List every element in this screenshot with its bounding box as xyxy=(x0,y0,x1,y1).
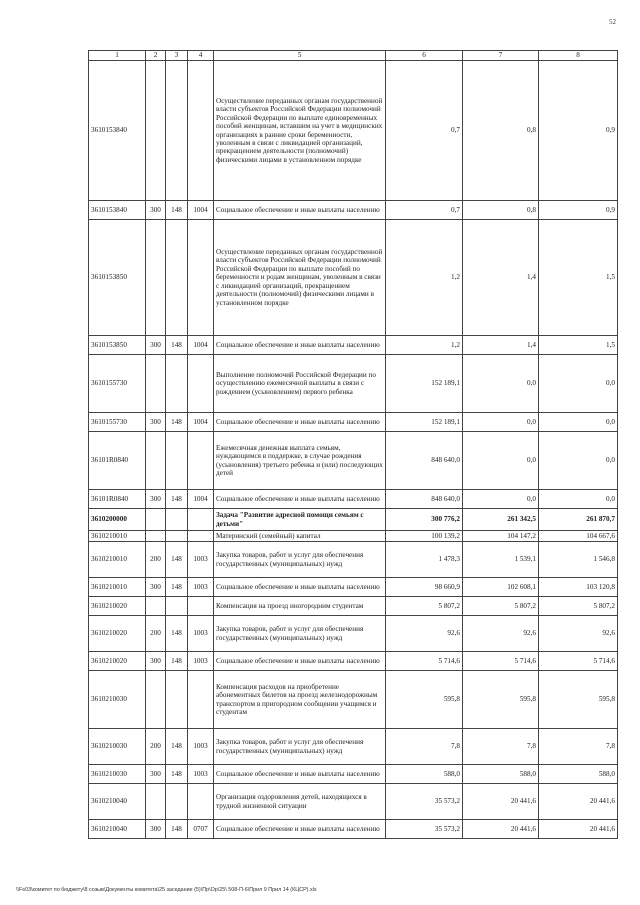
amount-year3-cell: 0,0 xyxy=(539,413,618,432)
amount-year3-cell: 0,0 xyxy=(539,432,618,490)
expense-type-cell: 300 xyxy=(146,413,166,432)
amount-year2-cell: 104 147,2 xyxy=(463,531,539,542)
section-code-cell: 1003 xyxy=(188,616,214,652)
code-cell: 3610210030 xyxy=(89,729,146,765)
expense-type-cell xyxy=(146,432,166,490)
amount-year1-cell: 5 714,6 xyxy=(386,652,463,671)
amount-year2-cell: 20 441,6 xyxy=(463,820,539,839)
amount-year1-cell: 1,2 xyxy=(386,220,463,336)
amount-year3-cell: 103 120,8 xyxy=(539,578,618,597)
section-code-cell xyxy=(188,220,214,336)
description-cell: Закупка товаров, работ и услуг для обеспечения государственных (муниципальных) нужд xyxy=(214,542,386,578)
budget-table xyxy=(88,50,618,839)
expense-type-cell xyxy=(146,597,166,616)
header-cell: 3 xyxy=(166,51,188,61)
table-row xyxy=(89,542,618,578)
code-cell: 3610210020 xyxy=(89,652,146,671)
header-cell: 8 xyxy=(539,51,618,61)
amount-year2-cell: 0,0 xyxy=(463,355,539,413)
description-cell: Социальное обеспечение и иные выплаты населению xyxy=(214,820,386,839)
amount-year1-cell: 848 640,0 xyxy=(386,432,463,490)
amount-year2-cell: 595,8 xyxy=(463,671,539,729)
table-row xyxy=(89,432,618,490)
description-cell: Социальное обеспечение и иные выплаты населению xyxy=(214,201,386,220)
amount-year1-cell: 100 139,2 xyxy=(386,531,463,542)
code-cell: 3610210030 xyxy=(89,671,146,729)
expense-type-cell xyxy=(146,784,166,820)
admin-code-cell: 148 xyxy=(166,201,188,220)
code-cell: 3610200000 xyxy=(89,509,146,531)
admin-code-cell xyxy=(166,671,188,729)
amount-year3-cell: 0,0 xyxy=(539,355,618,413)
amount-year1-cell: 588,0 xyxy=(386,765,463,784)
code-cell: 3610155730 xyxy=(89,355,146,413)
table-body xyxy=(89,61,618,839)
section-code-cell xyxy=(188,355,214,413)
amount-year2-cell: 102 608,1 xyxy=(463,578,539,597)
code-cell: 3610210010 xyxy=(89,578,146,597)
table-row xyxy=(89,784,618,820)
code-cell: 3610155730 xyxy=(89,413,146,432)
section-code-cell: 1003 xyxy=(188,542,214,578)
table-row xyxy=(89,765,618,784)
table-row xyxy=(89,652,618,671)
amount-year3-cell: 0,9 xyxy=(539,201,618,220)
amount-year3-cell: 20 441,6 xyxy=(539,784,618,820)
code-cell: 36101R0840 xyxy=(89,432,146,490)
admin-code-cell: 148 xyxy=(166,542,188,578)
amount-year3-cell: 595,8 xyxy=(539,671,618,729)
amount-year3-cell: 7,8 xyxy=(539,729,618,765)
section-code-cell xyxy=(188,509,214,531)
amount-year1-cell: 35 573,2 xyxy=(386,820,463,839)
amount-year3-cell: 104 667,6 xyxy=(539,531,618,542)
description-cell: Социальное обеспечение и иные выплаты населению xyxy=(214,413,386,432)
header-cell: 2 xyxy=(146,51,166,61)
table-row xyxy=(89,336,618,355)
amount-year3-cell: 261 870,7 xyxy=(539,509,618,531)
admin-code-cell: 148 xyxy=(166,336,188,355)
header-cell: 5 xyxy=(214,51,386,61)
amount-year2-cell: 0,0 xyxy=(463,432,539,490)
amount-year2-cell: 0,8 xyxy=(463,201,539,220)
table-row xyxy=(89,616,618,652)
amount-year3-cell: 0,9 xyxy=(539,61,618,201)
expense-type-cell: 300 xyxy=(146,765,166,784)
amount-year3-cell: 5 714,6 xyxy=(539,652,618,671)
code-cell: 3610210010 xyxy=(89,542,146,578)
amount-year3-cell: 0,0 xyxy=(539,490,618,509)
table-row xyxy=(89,729,618,765)
table-row xyxy=(89,220,618,336)
admin-code-cell xyxy=(166,509,188,531)
admin-code-cell xyxy=(166,531,188,542)
amount-year2-cell: 0,0 xyxy=(463,413,539,432)
amount-year1-cell: 300 776,2 xyxy=(386,509,463,531)
admin-code-cell xyxy=(166,355,188,413)
section-code-cell xyxy=(188,61,214,201)
description-cell: Компенсация расходов на приобретение абонементных билетов на проезд железнодорожным транспортом в пригородном сообщении учащимся и студентам xyxy=(214,671,386,729)
amount-year1-cell: 152 189,1 xyxy=(386,355,463,413)
code-cell: 3610153840 xyxy=(89,61,146,201)
table-row xyxy=(89,490,618,509)
amount-year3-cell: 92,6 xyxy=(539,616,618,652)
section-code-cell: 1003 xyxy=(188,578,214,597)
code-cell: 3610153850 xyxy=(89,336,146,355)
admin-code-cell xyxy=(166,784,188,820)
header-cell: 6 xyxy=(386,51,463,61)
section-code-cell xyxy=(188,531,214,542)
section-code-cell xyxy=(188,432,214,490)
section-code-cell: 1003 xyxy=(188,765,214,784)
expense-type-cell xyxy=(146,509,166,531)
amount-year3-cell: 1,5 xyxy=(539,336,618,355)
amount-year2-cell: 0,8 xyxy=(463,61,539,201)
code-cell: 3610210030 xyxy=(89,765,146,784)
amount-year1-cell: 1 478,3 xyxy=(386,542,463,578)
amount-year3-cell: 1,5 xyxy=(539,220,618,336)
description-cell: Социальное обеспечение и иные выплаты населению xyxy=(214,652,386,671)
description-cell: Осуществление переданных органам государственной власти субъектов Российской Федерации полномочий Российской Федерации по выплате единовременных пособий женщинам, вставшим на учет в медицинских организациях в ранние сроки беременности, уволенным в связи с ликвидацией организаций, прекращением деятельности (полномочий) физическими лицами в установленном порядке xyxy=(214,61,386,201)
expense-type-cell: 200 xyxy=(146,616,166,652)
amount-year2-cell: 1 539,1 xyxy=(463,542,539,578)
section-code-cell: 1004 xyxy=(188,201,214,220)
admin-code-cell: 148 xyxy=(166,729,188,765)
header-cell: 4 xyxy=(188,51,214,61)
amount-year1-cell: 35 573,2 xyxy=(386,784,463,820)
amount-year1-cell: 0,7 xyxy=(386,201,463,220)
expense-type-cell xyxy=(146,355,166,413)
description-cell: Социальное обеспечение и иные выплаты населению xyxy=(214,490,386,509)
admin-code-cell: 148 xyxy=(166,578,188,597)
amount-year2-cell: 7,8 xyxy=(463,729,539,765)
amount-year1-cell: 92,6 xyxy=(386,616,463,652)
amount-year2-cell: 588,0 xyxy=(463,765,539,784)
amount-year3-cell: 5 807,2 xyxy=(539,597,618,616)
amount-year1-cell: 1,2 xyxy=(386,336,463,355)
section-code-cell: 1004 xyxy=(188,490,214,509)
amount-year3-cell: 1 546,8 xyxy=(539,542,618,578)
expense-type-cell: 300 xyxy=(146,652,166,671)
section-code-cell: 1004 xyxy=(188,413,214,432)
description-cell: Закупка товаров, работ и услуг для обеспечения государственных (муниципальных) нужд xyxy=(214,616,386,652)
code-cell: 3610153850 xyxy=(89,220,146,336)
admin-code-cell: 148 xyxy=(166,765,188,784)
admin-code-cell: 148 xyxy=(166,616,188,652)
amount-year1-cell: 98 660,9 xyxy=(386,578,463,597)
code-cell: 3610210020 xyxy=(89,616,146,652)
amount-year2-cell: 5 807,2 xyxy=(463,597,539,616)
admin-code-cell xyxy=(166,597,188,616)
admin-code-cell xyxy=(166,61,188,201)
amount-year3-cell: 588,0 xyxy=(539,765,618,784)
table-row xyxy=(89,820,618,839)
admin-code-cell: 148 xyxy=(166,652,188,671)
section-code-cell xyxy=(188,671,214,729)
description-cell: Социальное обеспечение и иные выплаты населению xyxy=(214,765,386,784)
section-code-cell xyxy=(188,784,214,820)
expense-type-cell: 300 xyxy=(146,490,166,509)
code-cell: 3610210010 xyxy=(89,531,146,542)
description-cell: Материнский (семейный) капитал xyxy=(214,531,386,542)
amount-year1-cell: 0,7 xyxy=(386,61,463,201)
page-number: 52 xyxy=(609,18,616,26)
section-code-cell: 1004 xyxy=(188,336,214,355)
description-cell: Ежемесячная денежная выплата семьям, нуждающимся в поддержке, в случае рождения (усыновления) третьего ребенка и (или) последующих детей xyxy=(214,432,386,490)
expense-type-cell xyxy=(146,531,166,542)
table-row xyxy=(89,509,618,531)
section-code-cell: 1003 xyxy=(188,652,214,671)
header-row xyxy=(89,51,618,61)
section-code-cell: 1003 xyxy=(188,729,214,765)
table-row xyxy=(89,201,618,220)
amount-year1-cell: 848 640,0 xyxy=(386,490,463,509)
code-cell: 3610210040 xyxy=(89,784,146,820)
amount-year1-cell: 7,8 xyxy=(386,729,463,765)
amount-year1-cell: 5 807,2 xyxy=(386,597,463,616)
code-cell: 3610210020 xyxy=(89,597,146,616)
amount-year2-cell: 20 441,6 xyxy=(463,784,539,820)
expense-type-cell: 200 xyxy=(146,542,166,578)
code-cell: 3610210040 xyxy=(89,820,146,839)
amount-year1-cell: 595,8 xyxy=(386,671,463,729)
description-cell: Выполнение полномочий Российской Федерации по осуществлению ежемесячной выплаты в связи с рождением (усыновлением) первого ребенка xyxy=(214,355,386,413)
expense-type-cell: 300 xyxy=(146,201,166,220)
admin-code-cell xyxy=(166,220,188,336)
table-row xyxy=(89,671,618,729)
amount-year2-cell: 92,6 xyxy=(463,616,539,652)
table-row xyxy=(89,531,618,542)
expense-type-cell xyxy=(146,671,166,729)
description-cell: Социальное обеспечение и иные выплаты населению xyxy=(214,578,386,597)
section-code-cell: 0707 xyxy=(188,820,214,839)
table-row xyxy=(89,597,618,616)
expense-type-cell xyxy=(146,61,166,201)
admin-code-cell: 148 xyxy=(166,413,188,432)
table-row xyxy=(89,578,618,597)
section-code-cell xyxy=(188,597,214,616)
header-cell: 7 xyxy=(463,51,539,61)
file-path-footer: \\Fs03\комитет по бюджету\8 созыв\Документы комитета\25 заседание (5)\Пр\Ор\25\ 508-П-6\Прил 9 Прил 14 (КЦСР).xls xyxy=(16,887,317,893)
amount-year2-cell: 5 714,6 xyxy=(463,652,539,671)
description-cell: Задача "Развитие адресной помощи семьям с детьми" xyxy=(214,509,386,531)
admin-code-cell xyxy=(166,432,188,490)
amount-year2-cell: 0,0 xyxy=(463,490,539,509)
description-cell: Организация оздоровления детей, находящихся в трудной жизненной ситуации xyxy=(214,784,386,820)
expense-type-cell: 300 xyxy=(146,820,166,839)
description-cell: Социальное обеспечение и иные выплаты населению xyxy=(214,336,386,355)
amount-year2-cell: 261 342,5 xyxy=(463,509,539,531)
expense-type-cell: 300 xyxy=(146,336,166,355)
admin-code-cell: 148 xyxy=(166,490,188,509)
table-row xyxy=(89,413,618,432)
expense-type-cell xyxy=(146,220,166,336)
code-cell: 3610153840 xyxy=(89,201,146,220)
code-cell: 36101R0840 xyxy=(89,490,146,509)
description-cell: Осуществление переданных органам государственной власти субъектов Российской Федерации полномочий Российской Федерации по выплате пособий по беременности и родам женщинам, уволенным в связи с ликвидацией организаций, прекращением деятельности (полномочий) физическими лицами в установленном порядке xyxy=(214,220,386,336)
description-cell: Закупка товаров, работ и услуг для обеспечения государственных (муниципальных) нужд xyxy=(214,729,386,765)
header-cell: 1 xyxy=(89,51,146,61)
table-row xyxy=(89,355,618,413)
amount-year2-cell: 1,4 xyxy=(463,336,539,355)
amount-year2-cell: 1,4 xyxy=(463,220,539,336)
amount-year3-cell: 20 441,6 xyxy=(539,820,618,839)
table-row xyxy=(89,61,618,201)
expense-type-cell: 200 xyxy=(146,729,166,765)
amount-year1-cell: 152 189,1 xyxy=(386,413,463,432)
expense-type-cell: 300 xyxy=(146,578,166,597)
admin-code-cell: 148 xyxy=(166,820,188,839)
description-cell: Компенсация на проезд иногородним студентам xyxy=(214,597,386,616)
